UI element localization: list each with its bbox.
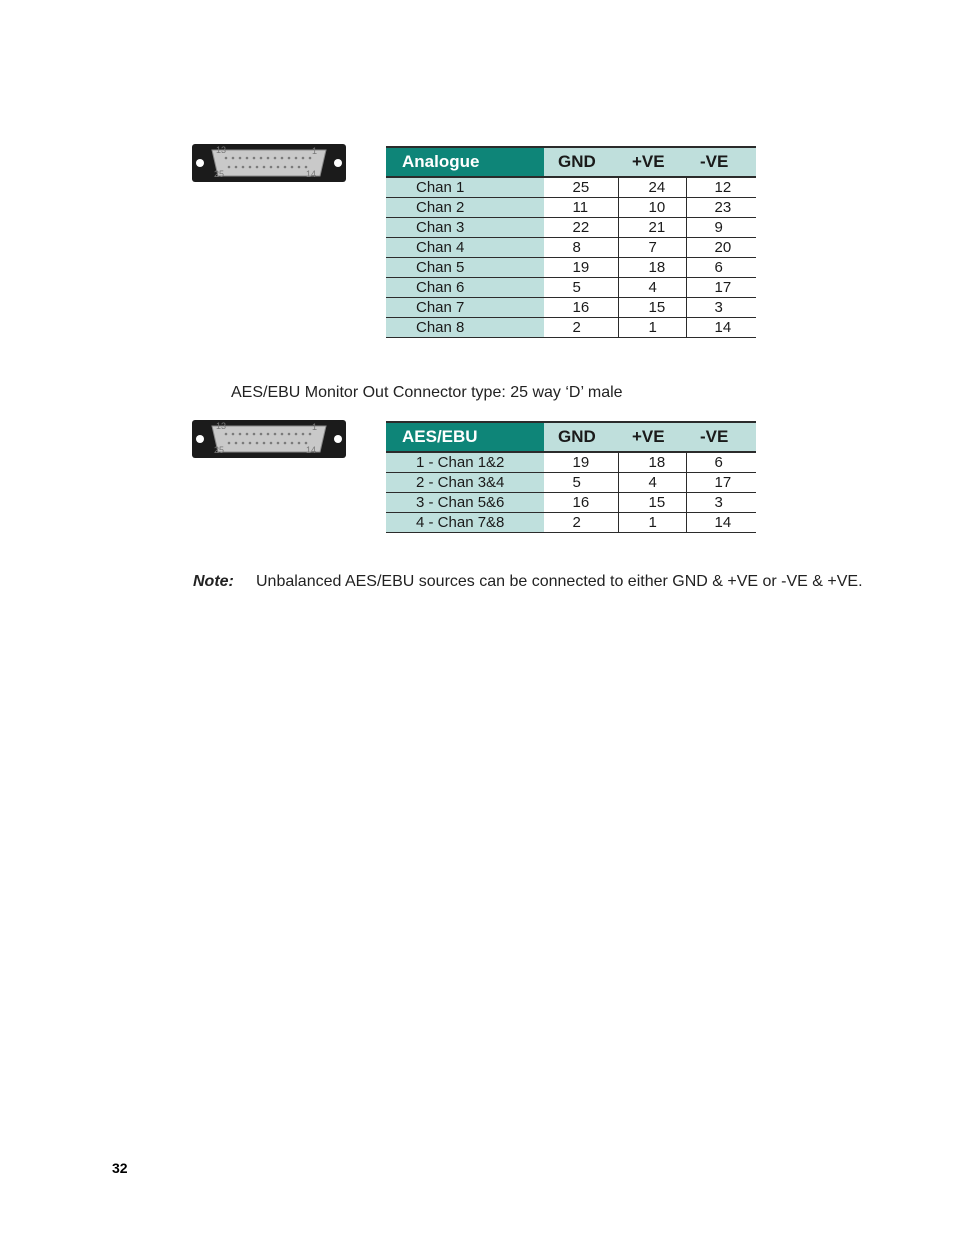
- column-header: GND: [544, 147, 618, 177]
- gnd-pin: 25: [544, 177, 618, 198]
- channel-label: Chan 5: [386, 258, 544, 278]
- channel-label: Chan 8: [386, 318, 544, 338]
- neg-pin: 6: [686, 258, 756, 278]
- d-sub-25-connector-icon: [192, 144, 346, 182]
- column-header: Analogue: [386, 147, 544, 177]
- gnd-pin: 2: [544, 318, 618, 338]
- gnd-pin: 5: [544, 278, 618, 298]
- gnd-pin: 19: [544, 258, 618, 278]
- gnd-pin: 16: [544, 493, 618, 513]
- neg-pin: 17: [686, 473, 756, 493]
- pos-pin: 4: [618, 278, 686, 298]
- page-number: 32: [112, 1160, 128, 1176]
- table-row: [386, 198, 756, 218]
- pos-pin: 24: [618, 177, 686, 198]
- pos-pin: 21: [618, 218, 686, 238]
- column-header: GND: [544, 422, 618, 452]
- neg-pin: 23: [686, 198, 756, 218]
- pin-label-25: 25: [214, 169, 225, 179]
- column-header: -VE: [686, 147, 756, 177]
- neg-pin: 17: [686, 278, 756, 298]
- pin-label-1: 1: [312, 422, 318, 432]
- gnd-pin: 19: [544, 452, 618, 473]
- gnd-pin: 22: [544, 218, 618, 238]
- table-row: [386, 318, 756, 338]
- pos-pin: 7: [618, 238, 686, 258]
- neg-pin: 3: [686, 493, 756, 513]
- aes-connector-caption: AES/EBU Monitor Out Connector type: 25 way ‘D’ male: [231, 384, 623, 401]
- pos-pin: 10: [618, 198, 686, 218]
- column-header: AES/EBU: [386, 422, 544, 452]
- channel-label: Chan 4: [386, 238, 544, 258]
- table-row: [386, 177, 756, 198]
- channel-label: Chan 1: [386, 177, 544, 198]
- channel-label: Chan 7: [386, 298, 544, 318]
- neg-pin: 14: [686, 318, 756, 338]
- channel-label: 3 - Chan 5&6: [386, 493, 544, 513]
- pin-label-13: 13: [216, 421, 227, 431]
- table-row: [386, 278, 756, 298]
- pos-pin: 1: [618, 318, 686, 338]
- pin-label-25: 25: [214, 445, 225, 455]
- channel-label: 2 - Chan 3&4: [386, 473, 544, 493]
- neg-pin: 9: [686, 218, 756, 238]
- table-row: [386, 452, 756, 473]
- pos-pin: 15: [618, 298, 686, 318]
- pin-label-14: 14: [306, 445, 317, 455]
- pos-pin: 1: [618, 513, 686, 533]
- pin-label-1: 1: [312, 146, 318, 156]
- pos-pin: 15: [618, 493, 686, 513]
- neg-pin: 6: [686, 452, 756, 473]
- channel-label: Chan 6: [386, 278, 544, 298]
- pos-pin: 4: [618, 473, 686, 493]
- column-header: -VE: [686, 422, 756, 452]
- table-row: [386, 298, 756, 318]
- table-row: [386, 513, 756, 533]
- d-sub-25-connector-icon: [192, 420, 346, 458]
- neg-pin: 14: [686, 513, 756, 533]
- pos-pin: 18: [618, 452, 686, 473]
- neg-pin: 12: [686, 177, 756, 198]
- table-header-row: [386, 422, 756, 452]
- table-row: [386, 473, 756, 493]
- gnd-pin: 16: [544, 298, 618, 318]
- channel-label: 4 - Chan 7&8: [386, 513, 544, 533]
- gnd-pin: 2: [544, 513, 618, 533]
- column-header: +VE: [618, 422, 686, 452]
- neg-pin: 20: [686, 238, 756, 258]
- neg-pin: 3: [686, 298, 756, 318]
- table-header-row: [386, 147, 756, 177]
- column-header: +VE: [618, 147, 686, 177]
- table-row: [386, 238, 756, 258]
- note-label: Note:: [193, 573, 234, 590]
- table-row: [386, 258, 756, 278]
- analogue-pinout-table: [386, 146, 756, 338]
- pin-label-13: 13: [216, 145, 227, 155]
- note-text: Unbalanced AES/EBU sources can be connected to either GND & +VE or -VE & +VE.: [256, 573, 863, 590]
- channel-label: Chan 3: [386, 218, 544, 238]
- channel-label: Chan 2: [386, 198, 544, 218]
- pos-pin: 18: [618, 258, 686, 278]
- gnd-pin: 8: [544, 238, 618, 258]
- aes-ebu-pinout-table: [386, 421, 756, 533]
- gnd-pin: 5: [544, 473, 618, 493]
- pin-label-14: 14: [306, 169, 317, 179]
- gnd-pin: 11: [544, 198, 618, 218]
- table-row: [386, 218, 756, 238]
- channel-label: 1 - Chan 1&2: [386, 452, 544, 473]
- table-row: [386, 493, 756, 513]
